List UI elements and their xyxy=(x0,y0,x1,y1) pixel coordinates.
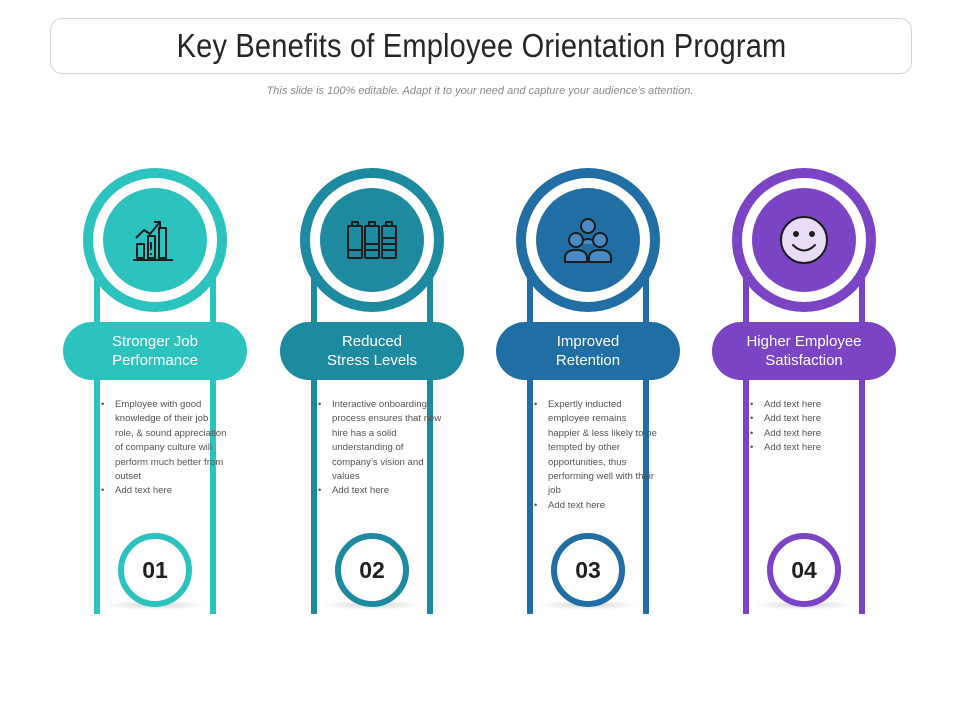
benefit-title-pill xyxy=(280,322,464,380)
bullet-item: • Add text here xyxy=(764,441,876,455)
bullet-item: • Add text here xyxy=(764,412,876,426)
bullet-item: • Add text here xyxy=(332,484,444,498)
benefit-card-1 xyxy=(63,168,247,614)
bullet-item: • Add text here xyxy=(764,427,876,441)
bullet-item: • Employee with good knowledge of their job role, & sound appreciation of company culture will perform much better from outset xyxy=(115,398,227,484)
benefit-title-line-1: Reduced xyxy=(341,333,403,350)
benefit-title-line-2: Satisfaction xyxy=(765,352,843,369)
team-group-icon xyxy=(560,212,616,268)
icon-circle xyxy=(103,188,207,292)
benefit-number-badge: 03 xyxy=(551,533,625,607)
benefit-title-pill xyxy=(712,322,896,380)
battery-levels-icon xyxy=(344,212,400,268)
benefit-number-badge: 04 xyxy=(767,533,841,607)
benefit-number-badge: 01 xyxy=(118,533,192,607)
icon-circle xyxy=(320,188,424,292)
page-subtitle: This slide is 100% editable. Adapt it to your need and capture your audience’s attention. xyxy=(266,85,694,97)
benefit-bullet-list xyxy=(318,398,444,499)
benefit-number-badge: 02 xyxy=(335,533,409,607)
icon-circle xyxy=(752,188,856,292)
smiley-face-icon xyxy=(776,212,832,268)
benefit-card-4 xyxy=(712,168,896,614)
bullet-item: • Add text here xyxy=(115,484,227,498)
benefit-title-line-1: Improved xyxy=(556,333,620,350)
benefit-title-pill xyxy=(496,322,680,380)
benefit-title-line-2: Performance xyxy=(112,352,198,369)
icon-circle xyxy=(536,188,640,292)
benefit-title-line-1: Stronger Job xyxy=(112,333,198,350)
benefit-title-pill xyxy=(63,322,247,380)
bullet-item: • Add text here xyxy=(548,499,660,513)
benefit-title-line-2: Stress Levels xyxy=(326,352,418,369)
benefit-bullet-list xyxy=(750,398,876,456)
bar-chart-growth-icon xyxy=(127,212,183,268)
benefit-bullet-list xyxy=(534,398,660,513)
benefit-card-2 xyxy=(280,168,464,614)
benefit-title-line-2: Retention xyxy=(555,352,621,369)
page-title: Key Benefits of Employee Orientation Program xyxy=(176,27,786,64)
bullet-item: • Add text here xyxy=(764,398,876,412)
benefit-title-line-1: Higher Employee xyxy=(746,333,862,350)
bullet-item: • Expertly inducted employee remains happier & less likely to be tempted by other opportunities, thus performing well with their job xyxy=(548,398,660,499)
benefit-card-3 xyxy=(496,168,680,614)
benefit-bullet-list xyxy=(101,398,227,499)
title-box xyxy=(50,18,912,74)
bullet-item: • Interactive onboarding process ensures that new hire has a solid understanding of company’s vision and values xyxy=(332,398,444,484)
